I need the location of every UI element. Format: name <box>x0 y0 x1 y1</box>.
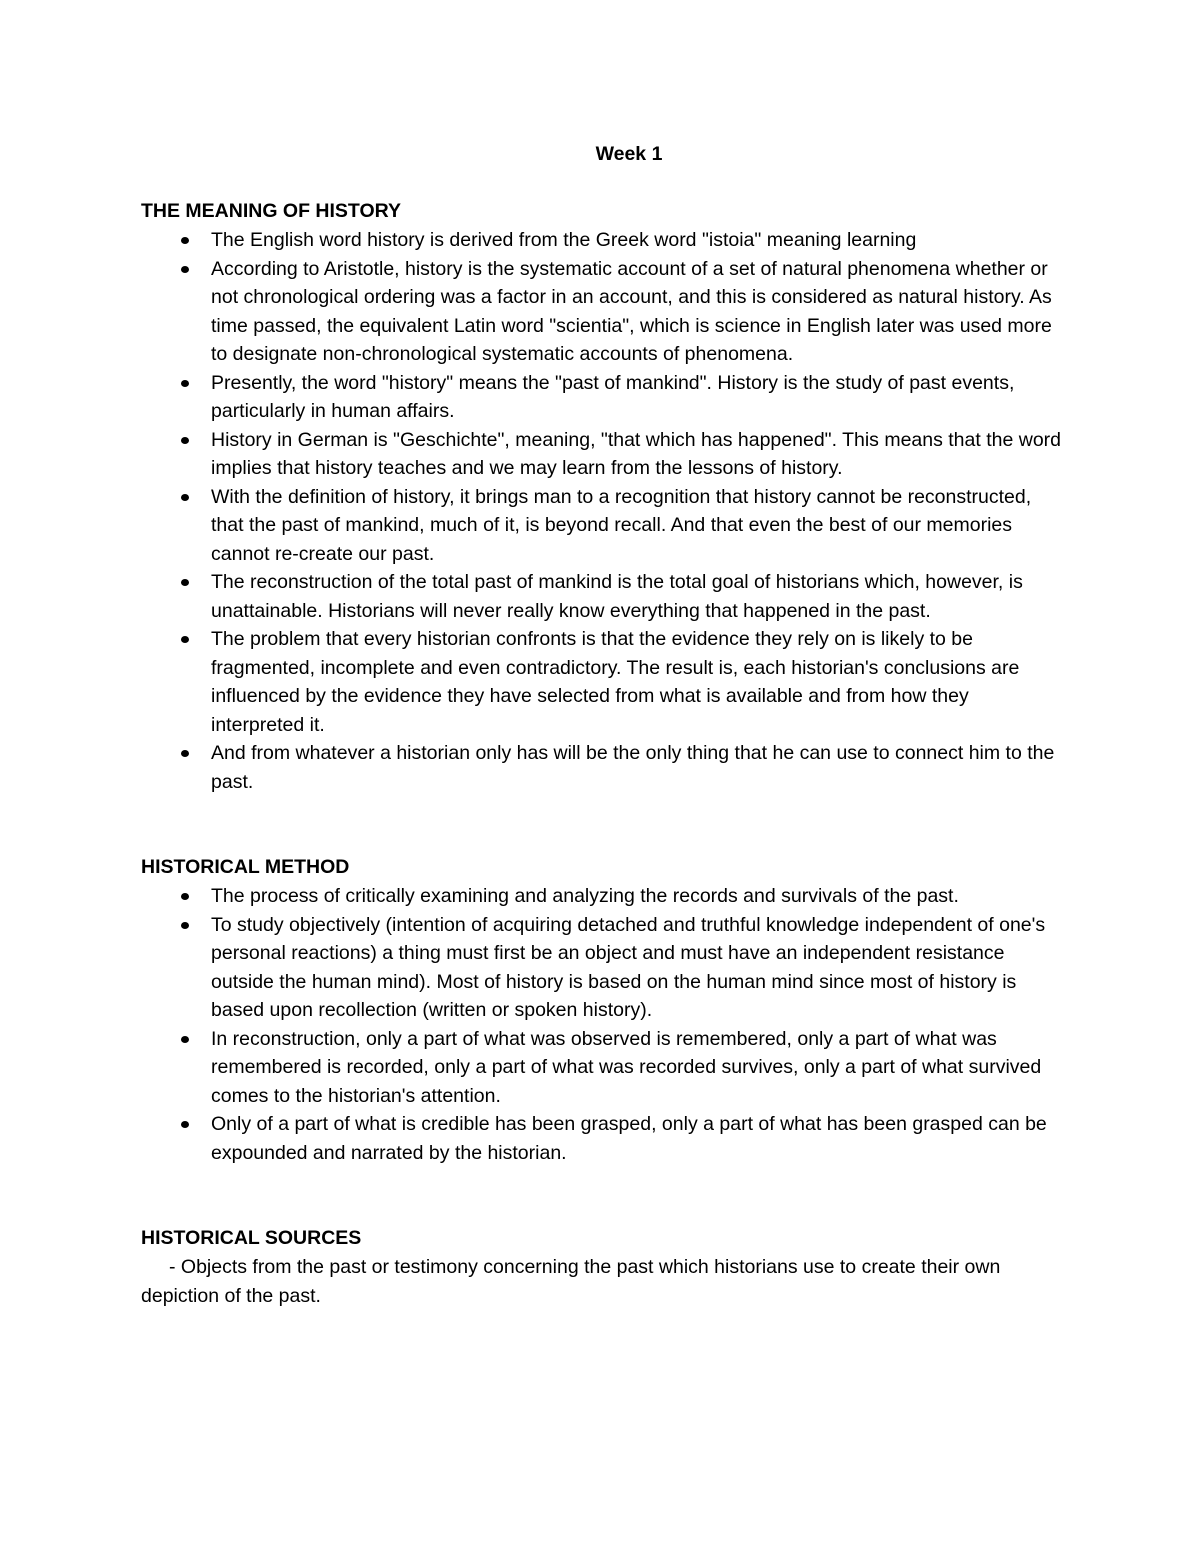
list-item <box>141 625 1061 739</box>
list-item <box>141 911 1061 1025</box>
bullet-icon <box>181 1036 189 1043</box>
bullet-icon <box>181 579 189 586</box>
list-item-text: According to Aristotle, history is the systematic account of a set of natural phenomena whether or not chronological ordering was a factor in an account, and this is considered as natural history. As time passed, the equivalent Latin word "scientia", which is science in English later was used more to designate non-chronological systematic accounts of phenomena. <box>211 257 1052 365</box>
section-historical-sources <box>141 1224 1061 1310</box>
bullet-icon <box>181 237 189 244</box>
bullet-list <box>141 226 1061 796</box>
list-item <box>141 426 1061 483</box>
section-heading: HISTORICAL SOURCES <box>141 1227 362 1249</box>
bullet-icon <box>181 922 189 929</box>
list-item <box>141 568 1061 625</box>
list-item <box>141 483 1061 569</box>
list-item <box>141 226 1061 255</box>
bullet-icon <box>181 1121 189 1128</box>
section-heading: HISTORICAL METHOD <box>141 856 350 878</box>
list-item-text: In reconstruction, only a part of what was observed is remembered, only a part of what was remembered is recorded, only a part of what was recorded survives, only a part of what survived comes to the historian's attention. <box>211 1027 1042 1107</box>
section-historical-method <box>141 853 1061 1167</box>
list-item-text: Only of a part of what is credible has been grasped, only a part of what has been grasped can be expounded and narrated by the historian. <box>211 1113 1047 1164</box>
list-item-text: With the definition of history, it brings man to a recognition that history cannot be reconstructed, that the past of mankind, much of it, is beyond recall. And that even the best of our memories cannot re-create our past. <box>211 485 1032 565</box>
list-item-text: The English word history is derived from the Greek word "istoia" meaning learning <box>211 229 917 251</box>
list-item-text: The process of critically examining and analyzing the records and survivals of the past. <box>211 885 959 907</box>
list-item <box>141 1110 1061 1167</box>
section-meaning-of-history <box>141 197 1061 796</box>
bullet-icon <box>181 380 189 387</box>
list-item-text: The reconstruction of the total past of mankind is the total goal of historians which, however, is unattainable. Historians will never really know everything that happened in the past. <box>211 571 1023 622</box>
bullet-icon <box>181 494 189 501</box>
list-item <box>141 739 1061 796</box>
list-item <box>141 255 1061 369</box>
list-item <box>141 882 1061 911</box>
bullet-icon <box>181 750 189 757</box>
list-item-text: History in German is "Geschichte", meaning, "that which has happened". This means that the word implies that history teaches and we may learn from the lessons of history. <box>211 428 1062 479</box>
bullet-list <box>141 882 1061 1167</box>
bullet-icon <box>181 266 189 273</box>
list-item-text: And from whatever a historian only has will be the only thing that he can use to connect him to the past. <box>211 742 1055 793</box>
list-item-text: To study objectively (intention of acquiring detached and truthful knowledge independent of one's personal reactions) a thing must first be an object and must have an independent resistance outside the human mind). Most of history is based on the human mind since most of history is based upon recollection (written or spoken history). <box>211 913 1046 1021</box>
bullet-icon <box>181 636 189 643</box>
section-paragraph: - Objects from the past or testimony concerning the past which historians use to create their own depiction of the past. <box>141 1256 1001 1307</box>
list-item <box>141 1025 1061 1111</box>
page-title: Week 1 <box>595 143 663 165</box>
list-item-text: Presently, the word "history" means the "past of mankind". History is the study of past events, particularly in human affairs. <box>211 371 1015 422</box>
bullet-icon <box>181 893 189 900</box>
document-page <box>141 140 1061 1310</box>
list-item-text: The problem that every historian confronts is that the evidence they rely on is likely to be fragmented, incomplete and even contradictory. The result is, each historian's conclusions are influenced by the evidence they have selected from what is available and from how they interpreted it. <box>211 628 1020 736</box>
section-heading: THE MEANING OF HISTORY <box>141 200 402 222</box>
list-item <box>141 369 1061 426</box>
bullet-icon <box>181 437 189 444</box>
